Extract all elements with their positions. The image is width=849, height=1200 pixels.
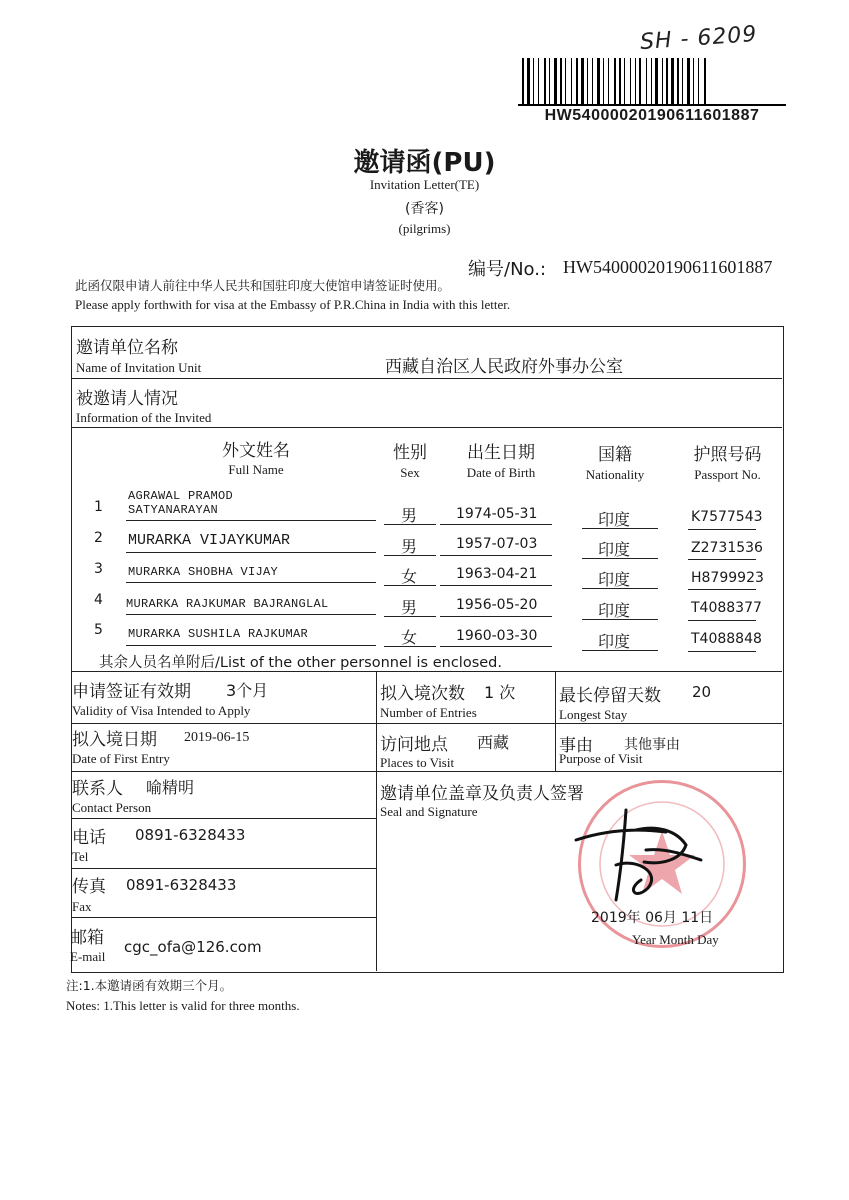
row-passport: K7577543 <box>691 509 763 525</box>
row-dob: 1974-05-31 <box>456 506 538 522</box>
unit-value: 西藏自治区人民政府外事办公室 <box>385 357 623 377</box>
barcode-bar <box>682 58 683 104</box>
underline <box>126 645 376 646</box>
underline <box>688 559 756 560</box>
row-dob: 1963-04-21 <box>456 566 538 582</box>
underline <box>440 555 552 556</box>
barcode-bar <box>527 58 530 104</box>
title-type-cn: (香客) <box>405 201 444 217</box>
barcode-bar <box>687 58 690 104</box>
purpose-label-cn: 事由 <box>559 736 593 756</box>
divider <box>555 672 556 771</box>
barcode-bar <box>624 58 625 104</box>
row-sex: 男 <box>401 537 418 556</box>
barcode-bar <box>655 58 658 104</box>
divider <box>72 723 782 724</box>
row-number: 1 <box>94 499 103 515</box>
places-label-cn: 访问地点 <box>380 735 448 755</box>
row-nationality: 印度 <box>598 632 631 651</box>
email-label-en: E-mail <box>70 949 106 964</box>
barcode-bar <box>603 58 604 104</box>
underline <box>126 614 376 615</box>
underline <box>582 619 658 620</box>
divider <box>72 868 376 869</box>
underline <box>688 620 756 621</box>
notes-en: Notes: 1.This letter is valid for three months. <box>66 998 300 1013</box>
underline <box>384 616 436 617</box>
header-passport-cn: 护照号码 <box>693 445 762 465</box>
underline <box>582 528 658 529</box>
header-name-cn: 外文姓名 <box>222 441 290 461</box>
seal-label-en: Seal and Signature <box>380 804 478 819</box>
seal-date-labels: Year Month Day <box>632 932 719 947</box>
validity-label-en: Validity of Visa Intended to Apply <box>72 703 251 718</box>
intro-cn: 此函仅限申请人前往中华人民共和国驻印度大使馆申请签证时使用。 <box>75 278 451 293</box>
row-passport: Z2731536 <box>691 540 763 556</box>
contact-value: 喻精明 <box>146 778 195 797</box>
stay-value: 20 <box>692 683 712 701</box>
fax-label-en: Fax <box>72 899 92 914</box>
row-nationality: 印度 <box>598 570 631 589</box>
divider <box>72 378 782 379</box>
title-type-en: (pilgrims) <box>398 221 451 236</box>
underline <box>126 582 376 583</box>
header-nat-en: Nationality <box>585 467 645 482</box>
row-passport: T4088848 <box>691 631 762 647</box>
barcode-bar <box>693 58 694 104</box>
underline <box>688 651 756 652</box>
tel-label-en: Tel <box>72 849 89 864</box>
row-passport: T4088377 <box>691 600 762 616</box>
underline <box>440 585 552 586</box>
underline <box>384 524 436 525</box>
barcode-bar <box>544 58 546 104</box>
barcode-bar <box>608 58 609 104</box>
contact-label-en: Contact Person <box>72 800 152 815</box>
barcode-bar <box>576 58 578 104</box>
barcode-bar <box>549 58 550 104</box>
entries-label-en: Number of Entries <box>380 705 477 720</box>
divider <box>72 818 376 819</box>
barcode-bar <box>635 58 636 104</box>
entries-value: 1 次 <box>484 683 516 702</box>
barcode-bar <box>597 58 600 104</box>
row-name: MURARKA VIJAYKUMAR <box>128 532 291 549</box>
title-cn: 邀请函(PU) <box>353 148 496 178</box>
row-nationality: 印度 <box>598 510 631 529</box>
intro-en: Please apply forthwith for visa at the Embassy of P.R.China in India with this letter. <box>75 297 511 312</box>
row-passport: H8799923 <box>691 570 764 586</box>
tel-value: 0891-6328433 <box>135 826 246 844</box>
invited-label-en: Information of the Invited <box>76 410 212 425</box>
barcode-bar <box>554 58 557 104</box>
barcode-number: HW5400002019061160188​7 <box>518 104 786 125</box>
number-label: 编号/No.: <box>468 259 547 280</box>
row-number: 4 <box>94 592 103 608</box>
barcode-bar <box>677 58 679 104</box>
row-sex: 男 <box>401 506 418 525</box>
handwritten-reference: SH - 6209 <box>639 21 759 56</box>
header-nat-cn: 国籍 <box>598 445 632 465</box>
places-value: 西藏 <box>477 733 510 752</box>
underline <box>440 524 552 525</box>
underline <box>582 558 658 559</box>
barcode-bar <box>698 58 699 104</box>
barcode-bar <box>538 58 539 104</box>
barcode-bar <box>571 58 572 104</box>
barcode-bar <box>592 58 593 104</box>
underline <box>582 650 658 651</box>
fax-label-cn: 传真 <box>72 877 106 897</box>
purpose-label-en: Purpose of Visit <box>559 751 643 766</box>
header-name-en: Full Name <box>228 462 284 477</box>
first-entry-value: 2019-06-15 <box>184 730 250 745</box>
row-dob: 1960-03-30 <box>456 628 538 644</box>
barcode-bar <box>662 58 663 104</box>
divider <box>72 427 782 428</box>
row-number: 2 <box>94 530 103 546</box>
header-dob-cn: 出生日期 <box>467 443 535 463</box>
row-dob: 1956-05-20 <box>456 597 538 613</box>
row-name: AGRAWAL PRAMOD <box>128 489 234 503</box>
tel-label-cn: 电话 <box>72 828 106 848</box>
signature <box>566 800 716 910</box>
barcode-bar <box>630 58 631 104</box>
row-name: MURARKA SHOBHA VIJAY <box>128 565 279 579</box>
barcode-bar <box>671 58 674 104</box>
fax-value: 0891-6328433 <box>126 876 237 894</box>
barcode-bar <box>533 58 534 104</box>
divider <box>376 672 377 971</box>
barcode-bar <box>565 58 566 104</box>
barcode-bar <box>651 58 652 104</box>
barcode-bar <box>581 58 584 104</box>
divider <box>72 771 782 772</box>
places-label-en: Places to Visit <box>380 755 455 770</box>
notes-cn: 注:1.本邀请函有效期三个月。 <box>66 978 233 993</box>
seal-date: 2019年 06月 11日 <box>591 910 714 926</box>
barcode-bar <box>614 58 616 104</box>
underline <box>440 646 552 647</box>
first-entry-label-cn: 拟入境日期 <box>72 730 157 750</box>
entries-label-cn: 拟入境次数 <box>380 684 465 704</box>
underline <box>126 520 376 521</box>
enclosed-note: 其余人员名单附后/List of the other personnel is enclosed. <box>99 655 502 671</box>
purpose-value: 其他事由 <box>624 737 680 753</box>
barcode-bar <box>560 58 562 104</box>
row-dob: 1957-07-03 <box>456 536 538 552</box>
row-sex: 女 <box>401 628 418 647</box>
row-name: MURARKA RAJKUMAR BAJRANGLAL <box>126 597 329 611</box>
header-passport-en: Passport No. <box>694 467 761 482</box>
row-number: 5 <box>94 622 103 638</box>
underline <box>688 589 756 590</box>
invited-label-cn: 被邀请人情况 <box>76 389 178 409</box>
underline <box>582 588 658 589</box>
seal-label-cn: 邀请单位盖章及负责人签署 <box>380 784 584 804</box>
barcode-bar <box>646 58 647 104</box>
row-nationality: 印度 <box>598 601 631 620</box>
stay-label-en: Longest Stay <box>559 707 628 722</box>
divider <box>72 917 376 918</box>
contact-label-cn: 联系人 <box>72 779 123 799</box>
barcode-bar <box>619 58 621 104</box>
header-sex-cn: 性别 <box>393 443 427 463</box>
unit-label-cn: 邀请单位名称 <box>76 338 178 358</box>
barcode-bar <box>522 58 524 104</box>
number-value: HW54000020190611601887 <box>563 257 773 277</box>
row-nationality: 印度 <box>598 540 631 559</box>
underline <box>440 616 552 617</box>
row-sex: 男 <box>401 598 418 617</box>
underline <box>126 552 376 553</box>
underline <box>384 555 436 556</box>
stay-label-cn: 最长停留天数 <box>559 686 661 706</box>
row-number: 3 <box>94 561 103 577</box>
header-dob-en: Date of Birth <box>466 465 536 480</box>
row-name: MURARKA SUSHILA RAJKUMAR <box>128 627 309 641</box>
barcode-bar <box>639 58 641 104</box>
underline <box>384 646 436 647</box>
validity-label-cn: 申请签证有效期 <box>72 682 191 702</box>
first-entry-label-en: Date of First Entry <box>72 751 170 766</box>
underline <box>384 585 436 586</box>
title-en: Invitation Letter(TE) <box>369 177 480 192</box>
barcode-bar <box>587 58 588 104</box>
underline <box>688 529 756 530</box>
row-sex: 女 <box>401 567 418 586</box>
email-label-cn: 邮箱 <box>70 928 104 948</box>
row-name-line2: SATYANARAYAN <box>128 503 219 517</box>
barcode-bar <box>666 58 668 104</box>
barcode-bars <box>518 58 788 106</box>
validity-value: 3个月 <box>226 681 269 700</box>
header-sex-en: Sex <box>400 465 420 480</box>
barcode-bar <box>704 58 706 104</box>
unit-label-en: Name of Invitation Unit <box>76 360 202 375</box>
email-value: cgc_ofa@126.com <box>124 938 262 956</box>
